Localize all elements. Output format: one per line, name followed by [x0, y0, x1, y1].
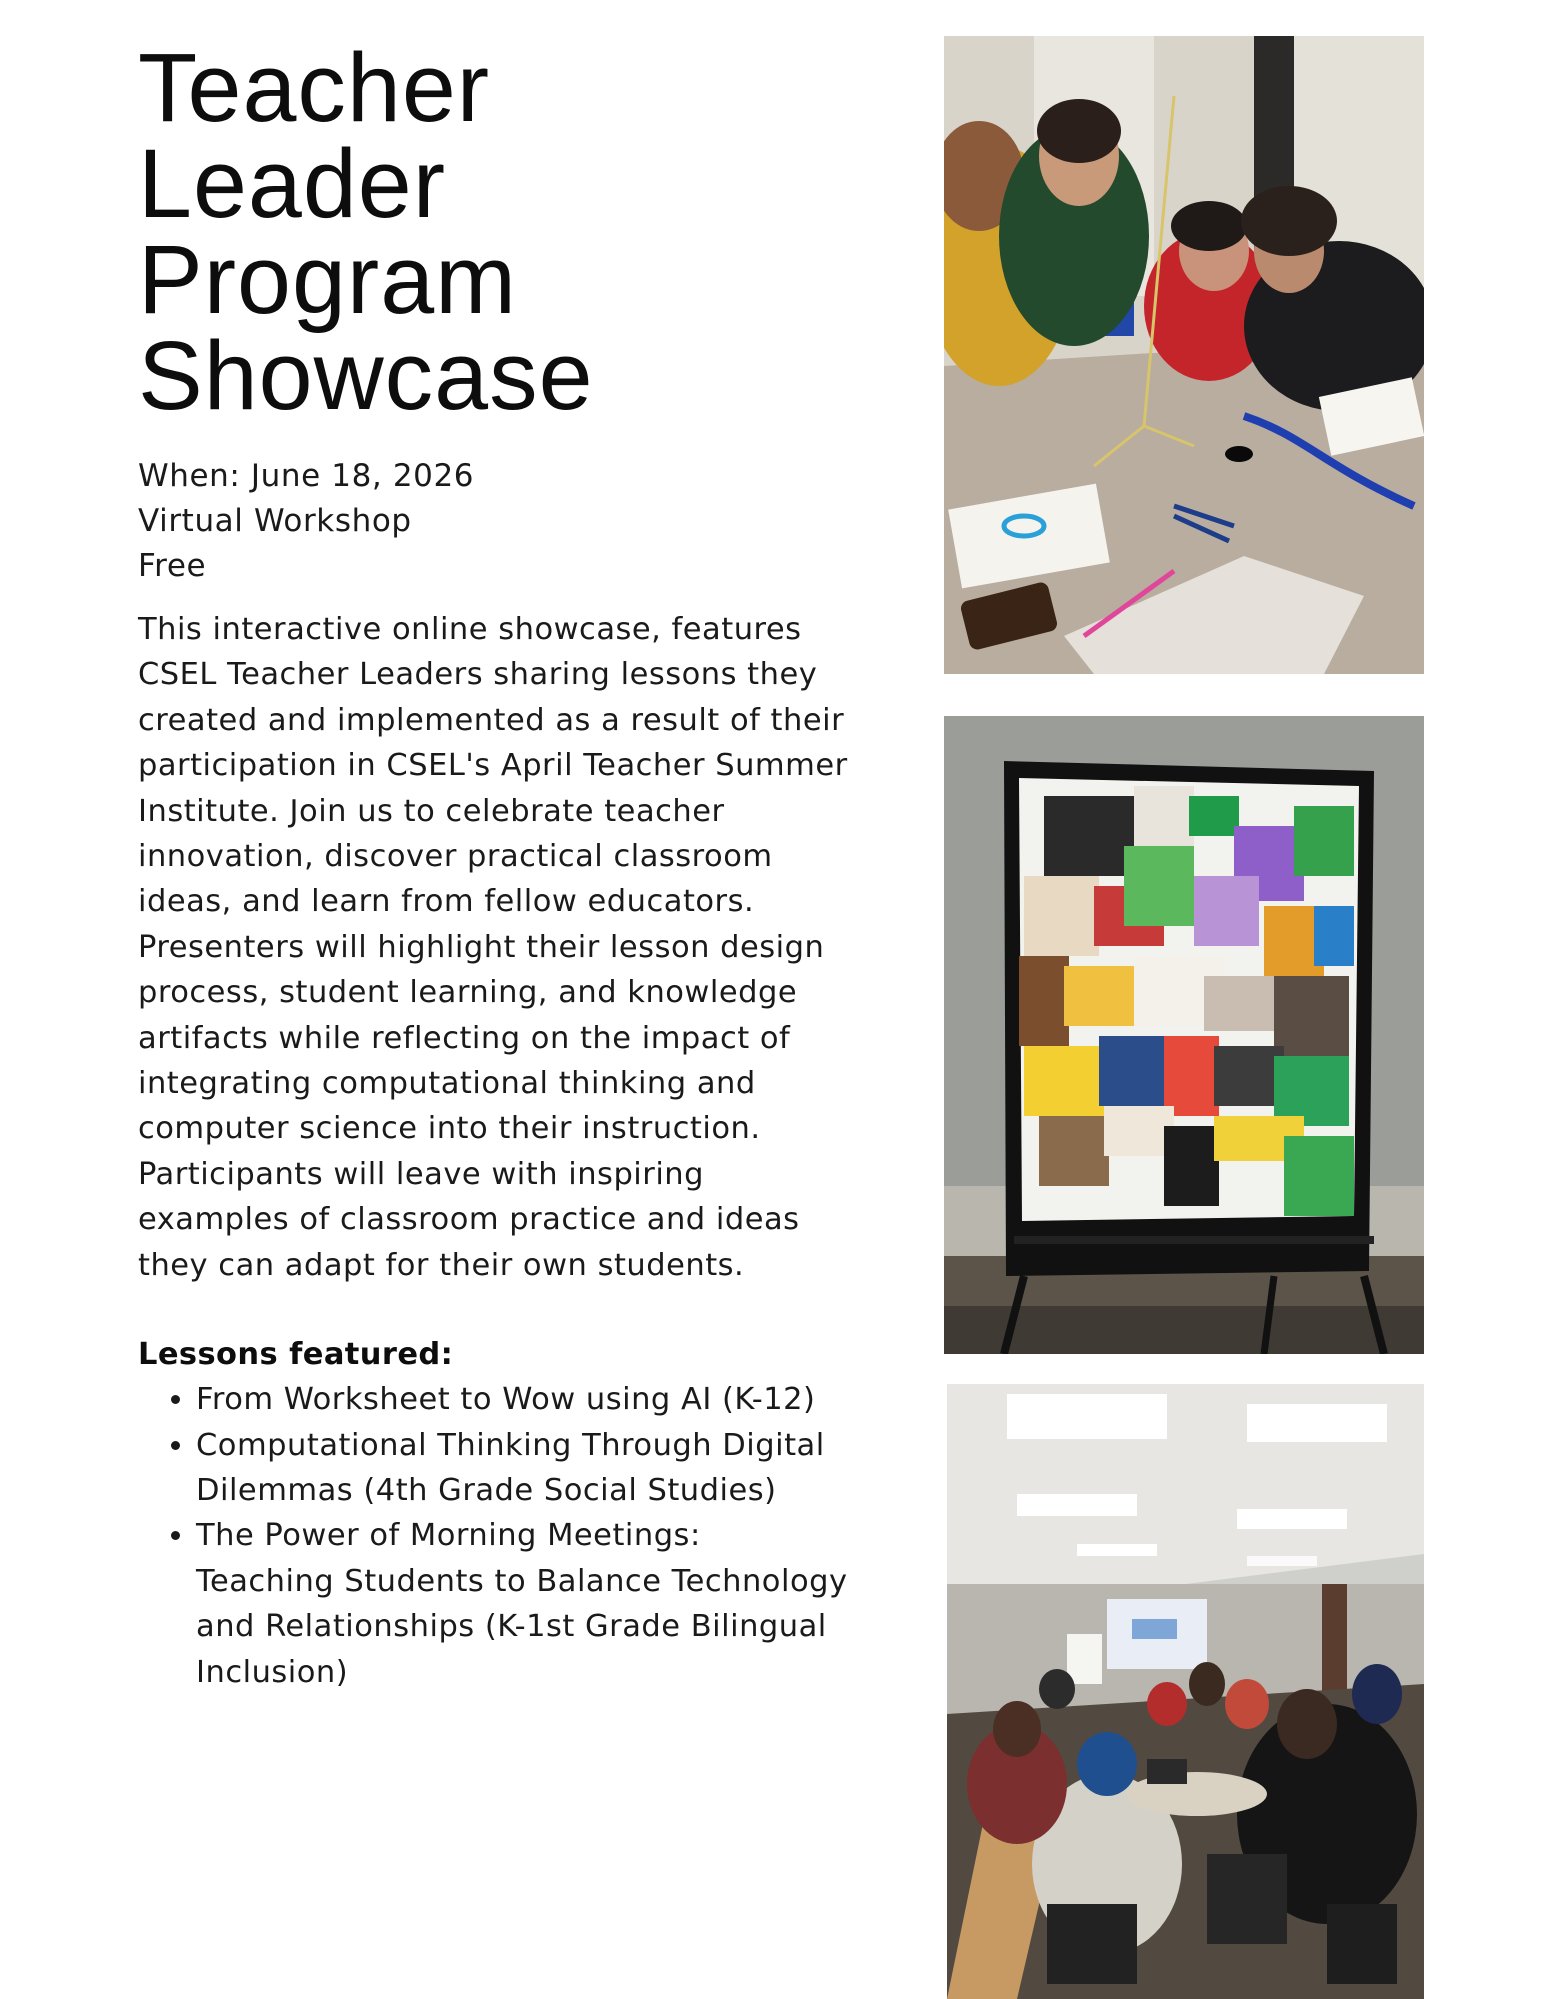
photo-workshop-classroom [947, 1384, 1424, 1999]
photo-collage-vision-board-image [944, 716, 1424, 1354]
title-line: Teacher [138, 33, 491, 142]
event-cost: Free [138, 548, 207, 584]
event-description: This interactive online showcase, features CSEL Teacher Leaders sharing lessons they created and implemented as a result of their participation in CSEL's April Teacher Summer Institute. Join us to celebrate teacher innovation, discover practical classroom ideas, and learn from fellow educators. Presenters will highlight their lesson design process, student learning, and knowledge artifacts while reflecting on the impact of integrating computational thinking and computer science into their instruction. Participants will leave with inspiring examples of classroom practice and ideas they can adapt for their own students. [138, 612, 848, 1283]
lessons-heading: Lessons featured: [138, 1337, 454, 1373]
lesson-item: • From Worksheet to Wow using AI (K-12) [196, 1377, 848, 1422]
title-line: Showcase [138, 321, 594, 430]
lessons-section [138, 1332, 848, 1695]
photo-collage-vision-board [944, 716, 1424, 1354]
photo-teachers-building-tower [944, 36, 1424, 674]
lesson-item: • Computational Thinking Through Digital Dilemmas (4th Grade Social Studies) [196, 1423, 848, 1514]
event-date: When: June 18, 2026 [138, 458, 475, 494]
page-title [138, 33, 848, 430]
photo-workshop-classroom-image [947, 1384, 1424, 1999]
lesson-item: • The Power of Morning Meetings: Teaching Students to Balance Technology and Relationships (K-1st Grade Bilingual Inclusion) [196, 1513, 848, 1695]
lessons-list [138, 1377, 848, 1695]
event-details [138, 454, 848, 589]
title-line: Program [138, 225, 517, 334]
photo-teachers-building-tower-image [944, 36, 1424, 674]
title-line: Leader [138, 129, 447, 238]
text-column [138, 33, 848, 1695]
event-format: Virtual Workshop [138, 503, 412, 539]
